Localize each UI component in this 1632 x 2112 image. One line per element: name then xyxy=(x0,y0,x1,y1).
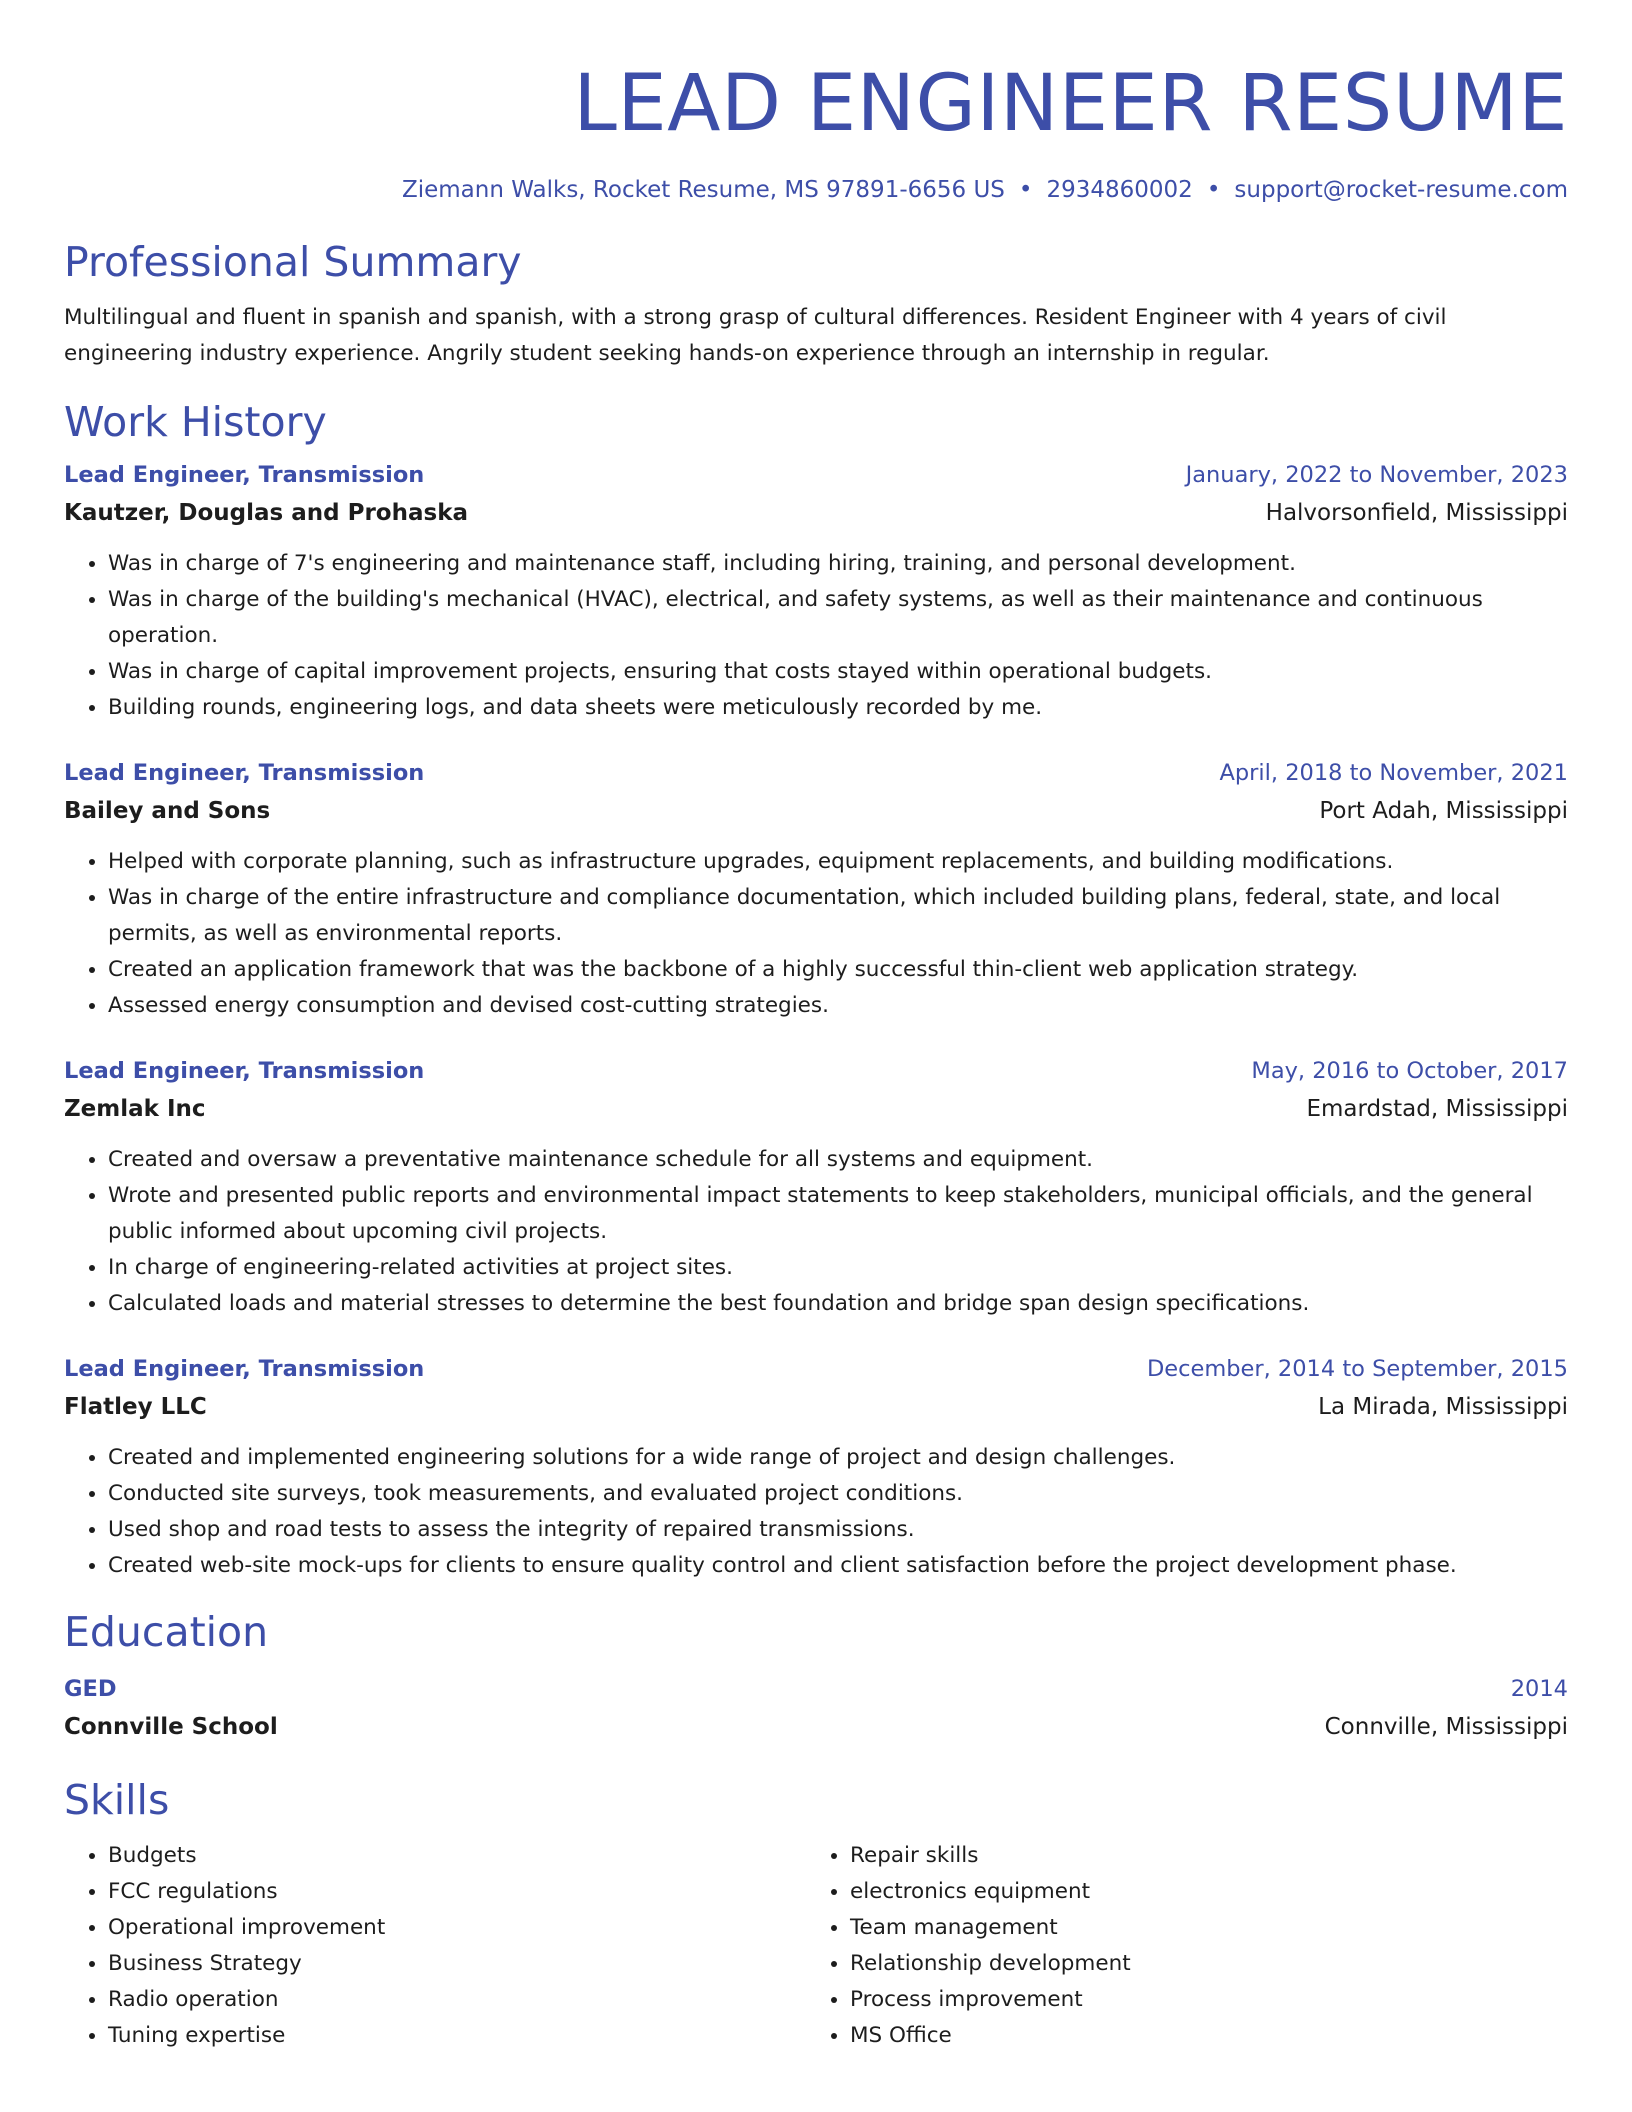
job-bullet: • Assessed energy consumption and devised cost-cutting strategies. xyxy=(108,988,1568,1024)
resume-title: LEAD ENGINEER RESUME xyxy=(573,59,1568,149)
job-bullet: • Conducted site surveys, took measurements, and evaluated project conditions. xyxy=(108,1476,1568,1512)
job-dates: April, 2018 to November, 2021 xyxy=(1219,760,1568,786)
job-bullet: • Was in charge of capital improvement projects, ensuring that costs stayed within operational budgets. xyxy=(108,654,1568,690)
job-bullet: • Used shop and road tests to assess the integrity of repaired transmissions. xyxy=(108,1512,1568,1548)
skills-grid xyxy=(64,1838,1568,2054)
job-bullet: • Created and implemented engineering solutions for a wide range of project and design challenges. xyxy=(108,1440,1568,1476)
resume-page xyxy=(64,56,1568,2054)
job-company: Zemlak Inc xyxy=(64,1096,206,1122)
job-company: Bailey and Sons xyxy=(64,798,271,824)
contact-separator: • xyxy=(1018,177,1033,203)
education-heading: Education xyxy=(64,1608,269,1656)
skill-item: • Relationship development xyxy=(850,1946,1548,1982)
contact-email: support@rocket-resume.com xyxy=(1234,177,1568,203)
skill-item: • Tuning expertise xyxy=(108,2018,806,2054)
job-location: Halvorsonfield, Mississippi xyxy=(1265,500,1568,526)
contact-separator: • xyxy=(1206,177,1221,203)
job-bullet: • Was in charge of 7's engineering and maintenance staff, including hiring, training, and personal development. xyxy=(108,546,1568,582)
job-bullet: • Created and oversaw a preventative maintenance schedule for all systems and equipment. xyxy=(108,1142,1568,1178)
skill-item: • MS Office xyxy=(850,2018,1548,2054)
job-location: Emardstad, Mississippi xyxy=(1306,1096,1568,1122)
job-bullet: • Was in charge of the entire infrastructure and compliance documentation, which included building plans, federal, state, and local permits, as well as environmental reports. xyxy=(108,880,1568,952)
job-bullets xyxy=(64,1440,1568,1584)
job-dates: January, 2022 to November, 2023 xyxy=(1185,462,1568,488)
skills-column-right xyxy=(806,1838,1548,2054)
education-entry-header xyxy=(64,1670,1568,1708)
job-company: Flatley LLC xyxy=(64,1394,207,1420)
job-company: Kautzer, Douglas and Prohaska xyxy=(64,500,469,526)
job-bullet: • Created an application framework that was the backbone of a highly successful thin-client web application strategy. xyxy=(108,952,1568,988)
education-year: 2014 xyxy=(1510,1676,1568,1702)
job-entry xyxy=(64,1052,1568,1322)
job-dates: May, 2016 to October, 2017 xyxy=(1251,1058,1568,1084)
education-entry-details xyxy=(64,1708,1568,1746)
job-bullet: • Created web-site mock-ups for clients to ensure quality control and client satisfaction before the project development phase. xyxy=(108,1548,1568,1584)
job-entry xyxy=(64,456,1568,726)
job-title: Lead Engineer, Transmission xyxy=(64,1356,425,1382)
summary-text: Multilingual and fluent in spanish and spanish, with a strong grasp of cultural differences. Resident Engineer with 4 years of civil engineering industry experience. Angrily student seeking hands-on experience through an internship in regular. xyxy=(64,305,1447,366)
job-bullet: • Wrote and presented public reports and environmental impact statements to keep stakeholders, municipal officials, and the general public informed about upcoming civil projects. xyxy=(108,1178,1568,1250)
job-bullet: • Helped with corporate planning, such as infrastructure upgrades, equipment replacements, and building modifications. xyxy=(108,844,1568,880)
summary-heading: Professional Summary xyxy=(64,238,522,286)
job-title: Lead Engineer, Transmission xyxy=(64,760,425,786)
job-dates: December, 2014 to September, 2015 xyxy=(1146,1356,1568,1382)
contact-address: Ziemann Walks, Rocket Resume, MS 97891-6656 US xyxy=(401,177,1005,203)
job-bullets xyxy=(64,844,1568,1024)
job-bullets xyxy=(64,546,1568,726)
education-location: Connville, Mississippi xyxy=(1324,1714,1568,1740)
job-bullet: • Building rounds, engineering logs, and data sheets were meticulously recorded by me. xyxy=(108,690,1568,726)
skill-item: • FCC regulations xyxy=(108,1874,806,1910)
skills-heading: Skills xyxy=(64,1776,170,1824)
job-entry xyxy=(64,1350,1568,1584)
job-title: Lead Engineer, Transmission xyxy=(64,462,425,488)
job-title: Lead Engineer, Transmission xyxy=(64,1058,425,1084)
work-history-heading: Work History xyxy=(64,398,327,446)
skill-item: • Budgets xyxy=(108,1838,806,1874)
contact-line xyxy=(64,174,1568,206)
skill-item: • Operational improvement xyxy=(108,1910,806,1946)
skill-item: • Repair skills xyxy=(850,1838,1548,1874)
skill-item: • Radio operation xyxy=(108,1982,806,2018)
job-location: La Mirada, Mississippi xyxy=(1318,1394,1568,1420)
job-bullets xyxy=(64,1142,1568,1322)
skill-item: • electronics equipment xyxy=(850,1874,1548,1910)
education-degree: GED xyxy=(64,1676,117,1702)
skill-item: • Business Strategy xyxy=(108,1946,806,1982)
education-school: Connville School xyxy=(64,1714,278,1740)
job-entry xyxy=(64,754,1568,1024)
skills-column-left xyxy=(64,1838,806,2054)
job-bullet: • In charge of engineering-related activities at project sites. xyxy=(108,1250,1568,1286)
job-location: Port Adah, Mississippi xyxy=(1319,798,1568,824)
skill-item: • Team management xyxy=(850,1910,1548,1946)
contact-phone: 2934860002 xyxy=(1046,177,1193,203)
job-bullet: • Calculated loads and material stresses to determine the best foundation and bridge span design specifications. xyxy=(108,1286,1568,1322)
job-bullet: • Was in charge of the building's mechanical (HVAC), electrical, and safety systems, as well as their maintenance and continuous operation. xyxy=(108,582,1568,654)
skill-item: • Process improvement xyxy=(850,1982,1548,2018)
